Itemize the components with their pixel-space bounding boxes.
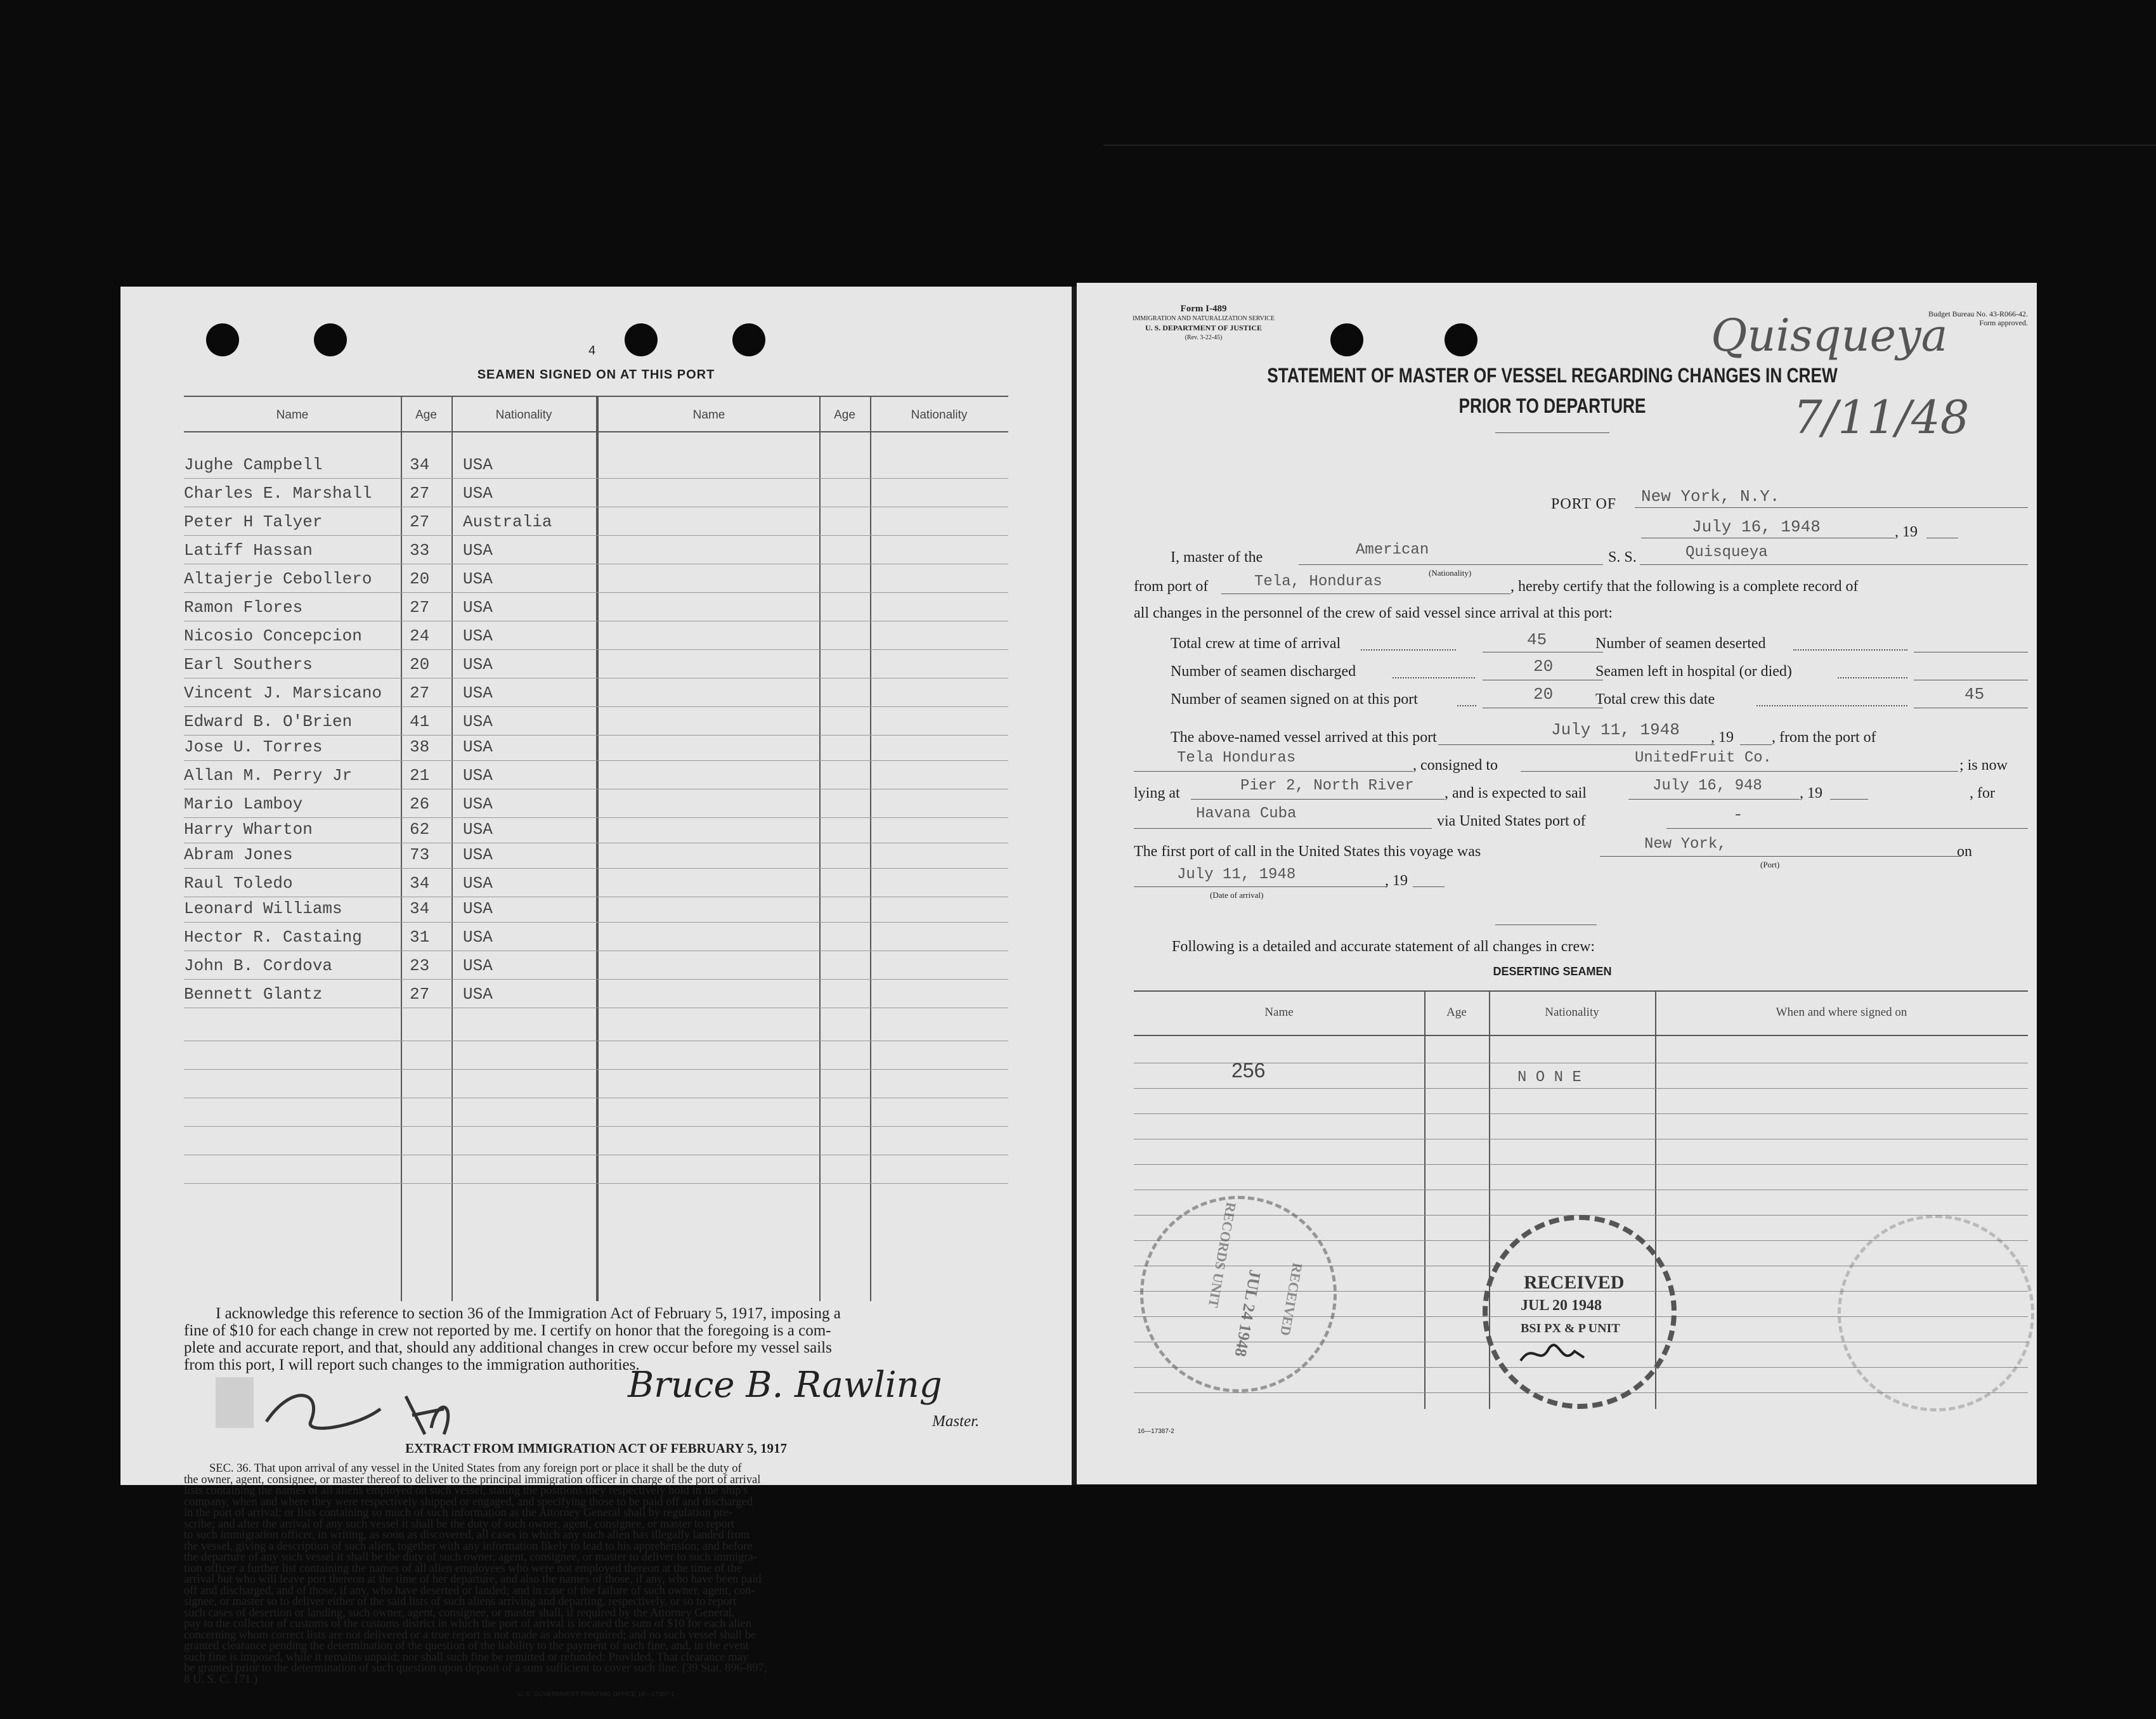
table-row	[184, 789, 1008, 818]
seaman-name: Vincent J. Marsicano	[184, 684, 382, 703]
stamp-received-text: RECEIVED	[1277, 1261, 1306, 1337]
dot-leader	[1361, 649, 1456, 651]
seaman-nationality: USA	[463, 541, 493, 560]
seaman-age: 27	[410, 985, 430, 1004]
handwritten-vessel-name: Quisqueya	[1711, 309, 1948, 361]
on-label: on	[1957, 843, 1972, 860]
date-value: July 16, 1948	[1692, 517, 1821, 536]
seaman-name: Charles E. Marshall	[184, 484, 372, 503]
port-value: New York, N.Y.	[1641, 487, 1780, 506]
via-value: -	[1733, 805, 1743, 824]
title-underline	[1495, 432, 1609, 433]
via-label: via United States port of	[1437, 813, 1586, 829]
seaman-name: Jughe Campbell	[184, 455, 323, 474]
budget-line: Form approved.	[1979, 318, 2028, 327]
blank-line	[1830, 799, 1868, 800]
extract-line: concerning whom correct lists are not delivered or a true report is not made as above required; and no such vessel shall be	[184, 1628, 757, 1642]
seaman-name: Earl Southers	[184, 655, 313, 674]
table-row	[184, 840, 1008, 869]
punch-hole	[625, 323, 658, 356]
hospital-label: Seamen left in hospital (or died)	[1595, 663, 1792, 680]
agency-line: U. S. DEPARTMENT OF JUSTICE	[1145, 323, 1263, 332]
extract-text	[184, 1463, 1008, 1685]
section-divider	[1495, 924, 1597, 925]
extract-line: company, when and where they were respectively shipped or engaged, and specifying those to be paid off and discharged	[184, 1495, 753, 1508]
seaman-name: Leonard Williams	[184, 899, 342, 918]
extract-line: arrival but who will leave port thereon at the time of her departure, and also the names of those, if any, who have been paid	[184, 1573, 762, 1586]
total-crew-arrival-label: Total crew at time of arrival	[1171, 635, 1341, 652]
seaman-age: 62	[410, 820, 430, 839]
column-header-nationality: Nationality	[911, 408, 968, 422]
certify-text: , hereby certify that the following is a complete record of	[1510, 578, 1859, 595]
seaman-nationality: USA	[463, 874, 493, 893]
seaman-age: 38	[410, 737, 430, 756]
empty-table-row	[184, 1041, 1008, 1070]
from-port-label: from port of	[1134, 578, 1209, 595]
seaman-nationality: USA	[463, 684, 493, 703]
printing-office-footer: U. S. GOVERNMENT PRINTING OFFICE 16—17387-1	[517, 1691, 675, 1698]
seaman-age: 24	[410, 626, 430, 645]
punch-hole	[206, 323, 239, 356]
seaman-name: Raul Toledo	[184, 874, 293, 893]
seaman-age: 27	[410, 598, 430, 617]
table-row	[184, 894, 1008, 923]
seaman-nationality: USA	[463, 737, 493, 756]
deserting-column-name: Name	[1264, 1006, 1294, 1019]
total-crew-arrival-value: 45	[1527, 630, 1547, 649]
all-changes-text: all changes in the personnel of the crew of said vessel since arrival at this port:	[1134, 605, 1613, 621]
seaman-nationality: USA	[463, 655, 493, 674]
is-now-label: ; is now	[1959, 757, 2008, 774]
acknowledgement-line: plete and accurate report, and that, should any additional changes in crew occur before my vessel sails	[184, 1339, 832, 1356]
extract-line: in the port of arrival; or lists containing so much of such information as the Attorney General shall by regulation pre-	[184, 1507, 733, 1519]
ss-value: Quisqueya	[1685, 544, 1768, 561]
total-crew-date-value: 45	[1964, 685, 1985, 704]
empty-table-row	[184, 1098, 1008, 1127]
deserting-seamen-title: DESERTING SEAMEN	[1493, 965, 1612, 978]
page-fold	[1072, 287, 1077, 1485]
extract-line: the vessel, giving a description of such alien, together with any information likely to lead to his apprehension; and before	[184, 1540, 753, 1553]
table-row	[184, 815, 1008, 843]
extract-line: such fine is imposed, while it remains unpaid; nor shall such fine be remitted or refunded: Provided, That clearance may	[184, 1651, 748, 1664]
table-row	[184, 951, 1008, 980]
lying-at-label: lying at	[1134, 785, 1180, 801]
lying-at-value: Pier 2, North River	[1240, 777, 1414, 795]
empty-table-row	[184, 1013, 1008, 1041]
dot-leader	[1457, 705, 1476, 706]
deserting-row-rule	[1134, 1113, 2028, 1114]
year-suffix: , 19	[1895, 524, 1918, 540]
acknowledgement-line: fine of $10 for each change in crew not reported by me. I certify on honor that the foregoing is a com-	[184, 1322, 831, 1339]
blank-line	[1299, 564, 1603, 565]
form-number: Form I-489	[1180, 304, 1227, 314]
extract-line: 8 U. S. C. 171.)	[184, 1673, 258, 1686]
blank-line	[1666, 828, 2028, 829]
received-stamp-faded	[1838, 1215, 2034, 1411]
blank-line	[1134, 771, 1413, 772]
table-row	[184, 450, 1008, 479]
column-divider	[1424, 990, 1425, 1409]
extract-line: SEC. 36. That upon arrival of any vessel in the United States from any foreign port or place it shall be the duty of	[209, 1462, 742, 1475]
column-header-age: Age	[415, 408, 437, 422]
seaman-age: 34	[410, 899, 430, 918]
deserting-column-nationality: Nationality	[1545, 1006, 1599, 1019]
agency-line: IMMIGRATION AND NATURALIZATION SERVICE	[1133, 315, 1275, 322]
blank-line	[1134, 886, 1387, 887]
budget-line: Budget Bureau No. 43-R066-42.	[1928, 309, 2028, 318]
extract-line: such cases of desertion or landing, such owner, agent, consignee, or master shall, if required by the Attorney General,	[184, 1606, 735, 1619]
seaman-nationality: USA	[463, 712, 493, 731]
deserting-column-age: Age	[1446, 1006, 1467, 1019]
stamp-unit-text: RECORDS UNIT	[1205, 1201, 1240, 1309]
stamp-initials	[1514, 1335, 1590, 1373]
from-the-port-label: , from the port of	[1772, 729, 1876, 746]
column-header-age: Age	[834, 408, 855, 422]
seaman-nationality: Australia	[463, 512, 552, 531]
left-page	[120, 287, 1072, 1698]
arrived-text: The above-named vessel arrived at this port	[1171, 729, 1437, 746]
empty-table-row	[184, 1127, 1008, 1155]
table-row	[184, 507, 1008, 536]
seaman-age: 41	[410, 712, 430, 731]
handwritten-date: 7/11/48	[1793, 391, 1970, 444]
column-header-name: Name	[276, 408, 309, 422]
extract-line: the owner, agent, consignee, or master thereof to deliver to the principal immigration officer in charge of the port of arrival	[184, 1473, 761, 1486]
table-row	[184, 732, 1008, 761]
punch-hole	[314, 323, 347, 356]
column-header-nationality: Nationality	[495, 408, 552, 422]
stamp-date-text: JUL 20 1948	[1521, 1297, 1602, 1314]
seaman-age: 27	[410, 512, 430, 531]
column-header-name: Name	[692, 408, 725, 422]
nationality-value: American	[1356, 542, 1429, 559]
seaman-age: 23	[410, 956, 430, 975]
for-label: , for	[1970, 785, 1995, 801]
seaman-name: Peter H Talyer	[184, 512, 323, 531]
dot-leader	[1793, 649, 1907, 651]
dot-leader	[1757, 705, 1907, 706]
dot-leader	[1393, 677, 1475, 678]
stamp-received-text: RECEIVED	[1524, 1272, 1625, 1293]
extract-line: off and discharged, and of those, if any, who have deserted or landed; and in case of the failure of such owner, agent, con-	[184, 1584, 755, 1597]
extract-line: lists containing the names of all aliens employed on such vessel, stating the positions they respectively hold in the ship's	[184, 1484, 748, 1497]
extract-line: pay to the collector of customs of the customs district in which the port of arrival is located the sum of $10 for each alien	[184, 1618, 751, 1630]
table-row	[184, 479, 1008, 507]
blank-line	[1521, 771, 1958, 772]
arrival-date-caption: (Date of arrival)	[1210, 890, 1264, 900]
seaman-name: Jose U. Torres	[184, 737, 323, 756]
from-port-value: Tela, Honduras	[1254, 573, 1382, 590]
first-port-label: The first port of call in the United States this voyage was	[1134, 843, 1481, 860]
seaman-name: Ramon Flores	[184, 598, 303, 617]
agency-line: (Rev. 3-22-45)	[1185, 334, 1223, 341]
seaman-age: 27	[410, 484, 430, 503]
acknowledgement-text	[184, 1305, 1008, 1373]
deserting-column-when-where: When and where signed on	[1776, 1006, 1907, 1019]
punch-hole	[1330, 323, 1363, 356]
seaman-nationality: USA	[463, 795, 493, 814]
punch-hole	[732, 323, 765, 356]
blank-line	[1438, 744, 1715, 745]
seaman-name: Harry Wharton	[184, 820, 313, 839]
seaman-age: 20	[410, 569, 430, 588]
empty-table-row	[184, 1070, 1008, 1098]
seaman-name: Altajerje Cebollero	[184, 569, 372, 588]
sail-date-value: July 16, 948	[1653, 777, 1762, 795]
seaman-nationality: USA	[463, 569, 493, 588]
seaman-nationality: USA	[463, 928, 493, 947]
blank-line	[1628, 799, 1800, 800]
table-row	[184, 621, 1008, 650]
seaman-age: 34	[410, 455, 430, 474]
seaman-name: Bennett Glantz	[184, 985, 323, 1004]
table-row	[184, 980, 1008, 1008]
dot-leader	[1838, 677, 1907, 678]
consigned-to-label: , consigned to	[1413, 757, 1498, 774]
extract-line: signee, or master so to deliver either of the said lists of such aliens arriving and departing, respectively, or so to report	[184, 1595, 737, 1608]
signed-on-value: 20	[1533, 685, 1554, 704]
table-row	[184, 650, 1008, 678]
blank-line	[1191, 799, 1445, 800]
seaman-name: Abram Jones	[184, 845, 293, 864]
year-suffix: , 19	[1711, 729, 1734, 746]
scan-edge-line	[1103, 145, 2156, 146]
master-signature: Bruce B. Rawling	[628, 1365, 942, 1406]
seaman-name: John B. Cordova	[184, 956, 333, 975]
stamp-smudge	[216, 1377, 254, 1428]
seaman-age: 26	[410, 795, 430, 814]
blank-line	[1600, 856, 1961, 857]
table-row	[184, 678, 1008, 707]
arrival-date-value: July 11, 1948	[1177, 866, 1296, 883]
form-header	[1127, 304, 1280, 342]
seaman-age: 31	[410, 928, 430, 947]
table-row	[184, 923, 1008, 951]
extract-line: tion officer a further list containing the names of all alien employees who were not employed thereon at the time of the	[184, 1562, 742, 1575]
year-suffix: , 19	[1800, 785, 1822, 801]
seaman-name: Nicosio Concepcion	[184, 626, 362, 645]
port-caption: (Port)	[1760, 860, 1780, 869]
seaman-nationality: USA	[463, 455, 493, 474]
deserting-row-rule	[1134, 1164, 2028, 1165]
seaman-age: 33	[410, 541, 430, 560]
seaman-name: Mario Lamboy	[184, 795, 303, 814]
table-row	[184, 869, 1008, 897]
seaman-name: Edward B. O'Brien	[184, 712, 353, 731]
year-suffix: , 19	[1385, 872, 1408, 889]
extract-line: be granted prior to the determination of such question upon deposit of a sum sufficient to cover such fine. (39 Stat. 896-897;	[184, 1662, 767, 1675]
table-row	[184, 593, 1008, 621]
seaman-nationality: USA	[463, 598, 493, 617]
seaman-nationality: USA	[463, 985, 493, 1004]
seaman-age: 20	[410, 655, 430, 674]
seaman-age: 27	[410, 684, 430, 703]
form-footer: 16—17387-2	[1138, 1428, 1174, 1435]
seaman-nationality: USA	[463, 766, 493, 785]
table-row	[184, 536, 1008, 564]
section-title: SEAMEN SIGNED ON AT THIS PORT	[477, 368, 715, 382]
master-of-the-label: I, master of the	[1171, 549, 1263, 566]
seaman-age: 34	[410, 874, 430, 893]
destination-value: Havana Cuba	[1196, 805, 1297, 822]
blank-line	[1134, 828, 1432, 829]
discharged-label: Number of seamen discharged	[1171, 663, 1356, 680]
nationality-caption: (Nationality)	[1429, 568, 1472, 578]
consigned-to-value: UnitedFruit Co.	[1635, 749, 1772, 767]
form-title: STATEMENT OF MASTER OF VESSEL REGARDING CHANGES IN CREW	[1267, 364, 1838, 387]
deserting-entry-nationality: N O N E	[1517, 1069, 1581, 1086]
blank-line	[1640, 564, 2028, 565]
acknowledgement-line: from this port, I will report such changes to the immigration authorities.	[184, 1356, 640, 1373]
seaman-name: Latiff Hassan	[184, 541, 313, 560]
blank-line	[1635, 507, 2028, 508]
extract-line: scribe; and after the arrival of any such vessel it shall be the duty of such owner, agent, consignee, or master to report	[184, 1517, 734, 1531]
seaman-nationality: USA	[463, 484, 493, 503]
right-page	[1077, 283, 2037, 1484]
blank-line	[1413, 886, 1445, 887]
page-number: 4	[588, 344, 596, 358]
deserting-entry-number: 256	[1231, 1059, 1266, 1082]
extract-line: the departure of any such vessel it shall be the duty of such owner, agent, consignee, or master to deliver to such immigra-	[184, 1551, 757, 1564]
arrived-from-value: Tela Honduras	[1177, 749, 1296, 767]
expected-to-sail-label: , and is expected to sail	[1445, 785, 1587, 801]
discharged-value: 20	[1533, 657, 1554, 676]
following-text: Following is a detailed and accurate statement of all changes in crew:	[1172, 938, 1595, 955]
port-label: PORT OF	[1551, 496, 1617, 512]
acknowledgement-line: I acknowledge this reference to section 36 of the Immigration Act of February 5, 1917, imposing a	[216, 1305, 841, 1322]
first-port-value: New York,	[1644, 836, 1727, 853]
seaman-nationality: USA	[463, 845, 493, 864]
deserting-row-rule	[1134, 1088, 2028, 1089]
table-row	[184, 707, 1008, 736]
table-top-rule	[1134, 990, 2028, 992]
stamp-date-text: JUL 24 1948	[1231, 1268, 1265, 1358]
extract-title: EXTRACT FROM IMMIGRATION ACT OF FEBRUARY 5, 1917	[405, 1441, 788, 1456]
arrived-value: July 11, 1948	[1551, 720, 1680, 739]
signed-on-label: Number of seamen signed on at this port	[1171, 691, 1418, 708]
deserted-label: Number of seamen deserted	[1595, 635, 1766, 652]
seaman-nationality: USA	[463, 820, 493, 839]
master-label: Master.	[932, 1413, 980, 1430]
seaman-name: Allan M. Perry Jr	[184, 766, 353, 785]
ss-label: S. S.	[1608, 549, 1637, 566]
extract-line: to such immigration officer, in writing, as soon as discovered, all cases in which any such alien has illegally landed from	[184, 1529, 750, 1541]
punch-hole	[1445, 323, 1477, 356]
stamp-unit-text: BSI PX & P UNIT	[1521, 1321, 1620, 1335]
table-row	[184, 761, 1008, 789]
table-header-rule	[1134, 1035, 2028, 1036]
seaman-age: 21	[410, 766, 430, 785]
seaman-nationality: USA	[463, 899, 493, 918]
received-stamp-faded	[1140, 1196, 1337, 1392]
seaman-nationality: USA	[463, 626, 493, 645]
table-row	[184, 564, 1008, 593]
empty-table-row	[184, 1155, 1008, 1184]
blank-line	[1740, 744, 1772, 745]
seaman-nationality: USA	[463, 956, 493, 975]
seaman-name: Hector R. Castaing	[184, 928, 362, 947]
total-crew-date-label: Total crew this date	[1595, 691, 1715, 708]
form-title-second-line: PRIOR TO DEPARTURE	[1458, 394, 1646, 417]
seaman-age: 73	[410, 845, 430, 864]
extract-line: granted clearance pending the determination of the question of the liability to the payment of such fine, and, in the event	[184, 1640, 749, 1652]
